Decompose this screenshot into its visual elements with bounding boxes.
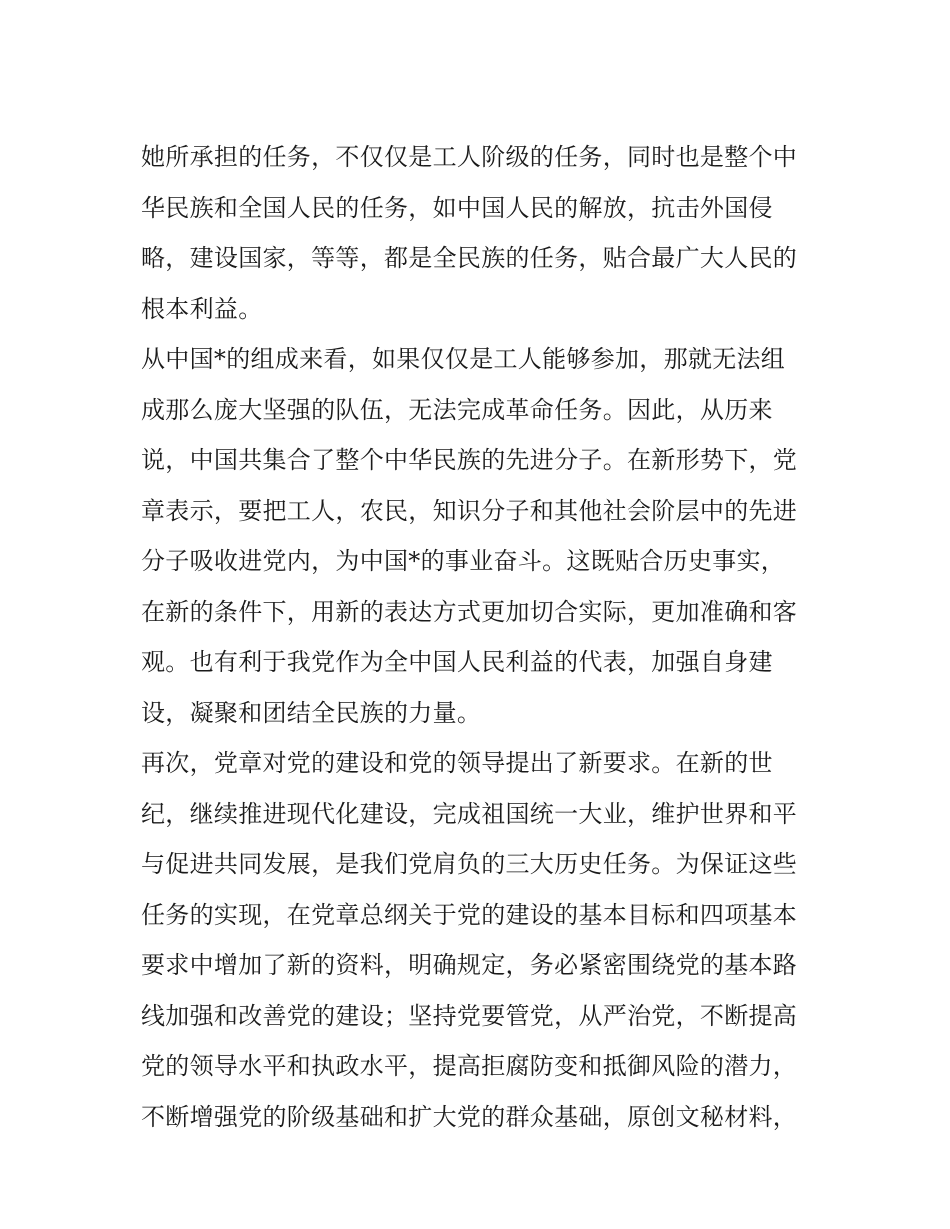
text-line: 根本利益。 xyxy=(141,294,263,323)
text-line: 分子吸收进党内，为中国*的事业奋斗。这既贴合历史事实， xyxy=(141,547,786,575)
text-line: 略，建设国家，等等，都是全民族的任务，贴合最广大人民的 xyxy=(141,244,798,272)
text-line: 要求中增加了新的资料，明确规定，务必紧密围绕党的基本路 xyxy=(141,951,798,979)
text-line: 在新的条件下，用新的表达方式更加切合实际，更加准确和客 xyxy=(141,597,798,626)
text-line: 成那么庞大坚强的队伍，无法完成革命任务。因此，从历来 xyxy=(141,395,773,424)
text-line: 不断增强党的阶级基础和扩大党的群众基础，原创文秘材料， xyxy=(141,1102,798,1131)
text-line: 党的领导水平和执政水平，提高拒腐防变和抵御风险的潜力， xyxy=(141,1052,798,1080)
text-line: 华民族和全国人民的任务，如中国人民的解放，抗击外国侵 xyxy=(141,193,773,222)
text-line: 观。也有利于我党作为全中国人民利益的代表，加强自身建 xyxy=(141,648,773,676)
text-line: 从中国*的组成来看，如果仅仅是工人能够参加，那就无法组 xyxy=(141,345,786,373)
text-line: 设，凝聚和团结全民族的力量。 xyxy=(141,698,482,727)
text-line: 与促进共同发展，是我们党肩负的三大历史任务。为保证这些 xyxy=(141,850,798,878)
text-line: 纪，继续推进现代化建设，完成祖国统一大业，维护世界和平 xyxy=(141,799,798,828)
body-text xyxy=(141,132,821,1142)
text-line: 她所承担的任务，不仅仅是工人阶级的任务，同时也是整个中 xyxy=(141,143,798,171)
text-line: 线加强和改善党的建设；坚持党要管党，从严治党，不断提高 xyxy=(141,1001,798,1030)
text-line: 再次，党章对党的建设和党的领导提出了新要求。在新的世 xyxy=(141,749,773,777)
text-line: 章表示，要把工人，农民，知识分子和其他社会阶层中的先进 xyxy=(141,496,798,525)
text-line: 说，中国共集合了整个中华民族的先进分子。在新形势下，党 xyxy=(141,446,798,474)
text-line: 任务的实现，在党章总纲关于党的建设的基本目标和四项基本 xyxy=(141,900,798,929)
